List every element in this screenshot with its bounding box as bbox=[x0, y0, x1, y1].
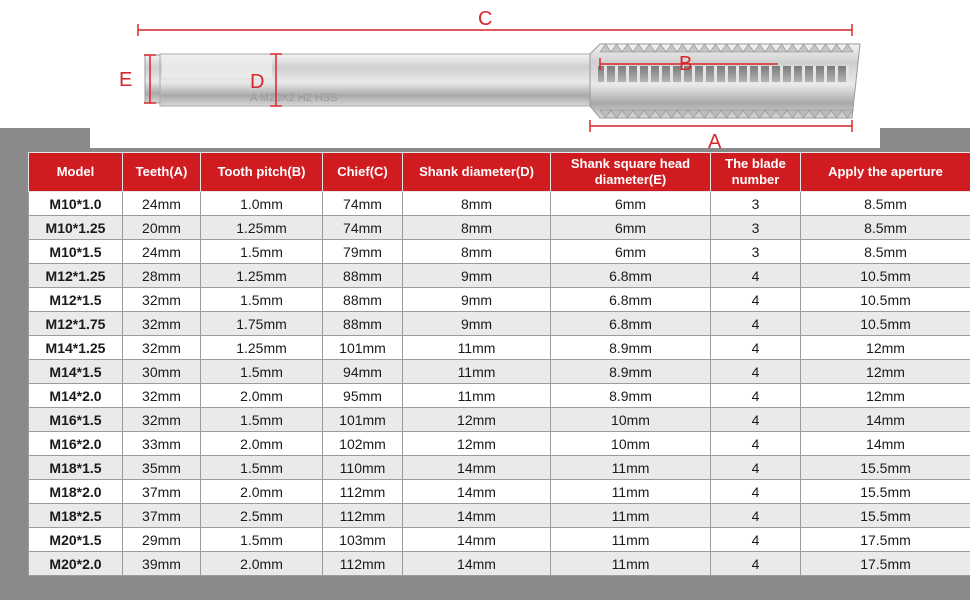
table-row bbox=[29, 408, 970, 432]
threaded-section bbox=[590, 44, 860, 118]
cell-model: M18*2.5 bbox=[29, 504, 123, 528]
table-row bbox=[29, 456, 970, 480]
cell-tooth-pitch: 1.25mm bbox=[201, 336, 323, 360]
cell-model: M14*2.0 bbox=[29, 384, 123, 408]
cell-aperture: 10.5mm bbox=[801, 264, 970, 288]
cell-model: M10*1.25 bbox=[29, 216, 123, 240]
cell-shank-square-head: 6.8mm bbox=[551, 264, 711, 288]
cell-shank-diameter: 14mm bbox=[403, 456, 551, 480]
cell-teeth: 32mm bbox=[123, 312, 201, 336]
cell-shank-diameter: 11mm bbox=[403, 384, 551, 408]
cell-shank-diameter: 9mm bbox=[403, 312, 551, 336]
cell-tooth-pitch: 2.5mm bbox=[201, 504, 323, 528]
cell-shank-diameter: 14mm bbox=[403, 552, 551, 576]
cell-shank-square-head: 11mm bbox=[551, 528, 711, 552]
cell-shank-square-head: 11mm bbox=[551, 456, 711, 480]
cell-shank-square-head: 10mm bbox=[551, 432, 711, 456]
cell-shank-square-head: 8.9mm bbox=[551, 384, 711, 408]
cell-shank-diameter: 11mm bbox=[403, 336, 551, 360]
table-row bbox=[29, 432, 970, 456]
dimension-b-label: B bbox=[679, 53, 693, 75]
dimension-c-label: C bbox=[478, 8, 493, 30]
cell-tooth-pitch: 1.25mm bbox=[201, 216, 323, 240]
cell-blade-number: 4 bbox=[711, 384, 801, 408]
cell-aperture: 15.5mm bbox=[801, 480, 970, 504]
cell-blade-number: 4 bbox=[711, 264, 801, 288]
cell-blade-number: 4 bbox=[711, 552, 801, 576]
cell-model: M20*1.5 bbox=[29, 528, 123, 552]
shank-marking: A M20X2 H2 HSS bbox=[250, 92, 338, 104]
table-row bbox=[29, 312, 970, 336]
cell-model: M18*1.5 bbox=[29, 456, 123, 480]
cell-aperture: 15.5mm bbox=[801, 504, 970, 528]
table-row bbox=[29, 504, 970, 528]
cell-model: M20*2.0 bbox=[29, 552, 123, 576]
table-row bbox=[29, 240, 970, 264]
cell-model: M14*1.25 bbox=[29, 336, 123, 360]
cell-aperture: 12mm bbox=[801, 336, 970, 360]
table-row bbox=[29, 528, 970, 552]
dimension-d-label: D bbox=[250, 71, 265, 93]
table-row bbox=[29, 480, 970, 504]
header-model: Model bbox=[29, 153, 123, 192]
cell-teeth: 28mm bbox=[123, 264, 201, 288]
cell-shank-square-head: 6.8mm bbox=[551, 312, 711, 336]
cell-shank-diameter: 8mm bbox=[403, 240, 551, 264]
cell-model: M10*1.5 bbox=[29, 240, 123, 264]
table-row bbox=[29, 192, 970, 216]
cell-blade-number: 3 bbox=[711, 216, 801, 240]
cell-tooth-pitch: 1.0mm bbox=[201, 192, 323, 216]
cell-blade-number: 3 bbox=[711, 192, 801, 216]
cell-shank-diameter: 12mm bbox=[403, 408, 551, 432]
cell-chief: 103mm bbox=[323, 528, 403, 552]
cell-blade-number: 4 bbox=[711, 528, 801, 552]
cell-blade-number: 4 bbox=[711, 312, 801, 336]
cell-blade-number: 4 bbox=[711, 288, 801, 312]
header-shank-square-head: Shank square head diameter(E) bbox=[551, 153, 711, 192]
cell-chief: 79mm bbox=[323, 240, 403, 264]
table-row bbox=[29, 336, 970, 360]
cell-chief: 74mm bbox=[323, 216, 403, 240]
cell-aperture: 8.5mm bbox=[801, 192, 970, 216]
cell-tooth-pitch: 1.5mm bbox=[201, 408, 323, 432]
cell-blade-number: 4 bbox=[711, 432, 801, 456]
cell-shank-square-head: 11mm bbox=[551, 552, 711, 576]
cell-teeth: 24mm bbox=[123, 240, 201, 264]
cell-tooth-pitch: 2.0mm bbox=[201, 552, 323, 576]
cell-shank-square-head: 8.9mm bbox=[551, 360, 711, 384]
cell-shank-diameter: 11mm bbox=[403, 360, 551, 384]
cell-teeth: 32mm bbox=[123, 336, 201, 360]
table-row bbox=[29, 264, 970, 288]
cell-teeth: 33mm bbox=[123, 432, 201, 456]
cell-shank-square-head: 6mm bbox=[551, 216, 711, 240]
table-row bbox=[29, 216, 970, 240]
cell-model: M12*1.5 bbox=[29, 288, 123, 312]
cell-tooth-pitch: 1.5mm bbox=[201, 456, 323, 480]
cell-teeth: 39mm bbox=[123, 552, 201, 576]
cell-aperture: 17.5mm bbox=[801, 552, 970, 576]
cell-shank-diameter: 14mm bbox=[403, 504, 551, 528]
cell-aperture: 10.5mm bbox=[801, 288, 970, 312]
cell-model: M12*1.75 bbox=[29, 312, 123, 336]
cell-aperture: 12mm bbox=[801, 384, 970, 408]
cell-shank-square-head: 10mm bbox=[551, 408, 711, 432]
cell-chief: 74mm bbox=[323, 192, 403, 216]
header-shank-diameter: Shank diameter(D) bbox=[403, 153, 551, 192]
cell-blade-number: 4 bbox=[711, 408, 801, 432]
specification-table bbox=[28, 152, 970, 576]
cell-tooth-pitch: 2.0mm bbox=[201, 480, 323, 504]
cell-blade-number: 4 bbox=[711, 480, 801, 504]
table-body bbox=[29, 192, 970, 576]
cell-model: M12*1.25 bbox=[29, 264, 123, 288]
cell-shank-diameter: 14mm bbox=[403, 480, 551, 504]
cell-tooth-pitch: 1.5mm bbox=[201, 528, 323, 552]
cell-tooth-pitch: 1.5mm bbox=[201, 288, 323, 312]
cell-chief: 88mm bbox=[323, 288, 403, 312]
cell-tooth-pitch: 1.5mm bbox=[201, 360, 323, 384]
cell-model: M16*1.5 bbox=[29, 408, 123, 432]
cell-shank-diameter: 14mm bbox=[403, 528, 551, 552]
cell-shank-square-head: 11mm bbox=[551, 480, 711, 504]
cell-teeth: 32mm bbox=[123, 408, 201, 432]
cell-tooth-pitch: 2.0mm bbox=[201, 384, 323, 408]
cell-shank-diameter: 9mm bbox=[403, 264, 551, 288]
cell-chief: 88mm bbox=[323, 264, 403, 288]
cell-shank-square-head: 6.8mm bbox=[551, 288, 711, 312]
cell-blade-number: 3 bbox=[711, 240, 801, 264]
cell-aperture: 14mm bbox=[801, 408, 970, 432]
cell-model: M18*2.0 bbox=[29, 480, 123, 504]
cell-model: M10*1.0 bbox=[29, 192, 123, 216]
cell-chief: 112mm bbox=[323, 504, 403, 528]
header-tooth-pitch: Tooth pitch(B) bbox=[201, 153, 323, 192]
cell-aperture: 8.5mm bbox=[801, 216, 970, 240]
cell-shank-diameter: 9mm bbox=[403, 288, 551, 312]
table-row bbox=[29, 552, 970, 576]
cell-blade-number: 4 bbox=[711, 456, 801, 480]
tap-diagram bbox=[100, 0, 890, 150]
cell-teeth: 24mm bbox=[123, 192, 201, 216]
cell-shank-diameter: 8mm bbox=[403, 216, 551, 240]
header-chief: Chief(C) bbox=[323, 153, 403, 192]
cell-aperture: 17.5mm bbox=[801, 528, 970, 552]
cell-shank-square-head: 11mm bbox=[551, 504, 711, 528]
table-row bbox=[29, 384, 970, 408]
cell-aperture: 10.5mm bbox=[801, 312, 970, 336]
cell-aperture: 8.5mm bbox=[801, 240, 970, 264]
cell-aperture: 14mm bbox=[801, 432, 970, 456]
cell-model: M14*1.5 bbox=[29, 360, 123, 384]
cell-chief: 112mm bbox=[323, 552, 403, 576]
cell-chief: 112mm bbox=[323, 480, 403, 504]
cell-shank-square-head: 8.9mm bbox=[551, 336, 711, 360]
cell-tooth-pitch: 1.5mm bbox=[201, 240, 323, 264]
table-row bbox=[29, 288, 970, 312]
cell-shank-square-head: 6mm bbox=[551, 240, 711, 264]
dimension-e-label: E bbox=[119, 69, 133, 91]
cell-teeth: 20mm bbox=[123, 216, 201, 240]
header-blade-number: The blade number bbox=[711, 153, 801, 192]
table-row bbox=[29, 360, 970, 384]
cell-blade-number: 4 bbox=[711, 336, 801, 360]
cell-teeth: 29mm bbox=[123, 528, 201, 552]
cell-tooth-pitch: 1.25mm bbox=[201, 264, 323, 288]
table-header-row bbox=[29, 153, 970, 192]
cell-teeth: 35mm bbox=[123, 456, 201, 480]
dimension-a-label: A bbox=[708, 131, 722, 150]
cell-teeth: 30mm bbox=[123, 360, 201, 384]
cell-blade-number: 4 bbox=[711, 504, 801, 528]
header-teeth: Teeth(A) bbox=[123, 153, 201, 192]
cell-shank-diameter: 12mm bbox=[403, 432, 551, 456]
cell-chief: 110mm bbox=[323, 456, 403, 480]
cell-teeth: 32mm bbox=[123, 384, 201, 408]
cell-teeth: 32mm bbox=[123, 288, 201, 312]
cell-shank-square-head: 6mm bbox=[551, 192, 711, 216]
cell-blade-number: 4 bbox=[711, 360, 801, 384]
cell-aperture: 12mm bbox=[801, 360, 970, 384]
cell-teeth: 37mm bbox=[123, 480, 201, 504]
cell-aperture: 15.5mm bbox=[801, 456, 970, 480]
cell-teeth: 37mm bbox=[123, 504, 201, 528]
cell-model: M16*2.0 bbox=[29, 432, 123, 456]
cell-shank-diameter: 8mm bbox=[403, 192, 551, 216]
cell-chief: 101mm bbox=[323, 336, 403, 360]
cell-chief: 94mm bbox=[323, 360, 403, 384]
cell-chief: 88mm bbox=[323, 312, 403, 336]
cell-chief: 101mm bbox=[323, 408, 403, 432]
cell-chief: 102mm bbox=[323, 432, 403, 456]
header-aperture: Apply the aperture bbox=[801, 153, 970, 192]
cell-chief: 95mm bbox=[323, 384, 403, 408]
cell-tooth-pitch: 2.0mm bbox=[201, 432, 323, 456]
cell-tooth-pitch: 1.75mm bbox=[201, 312, 323, 336]
